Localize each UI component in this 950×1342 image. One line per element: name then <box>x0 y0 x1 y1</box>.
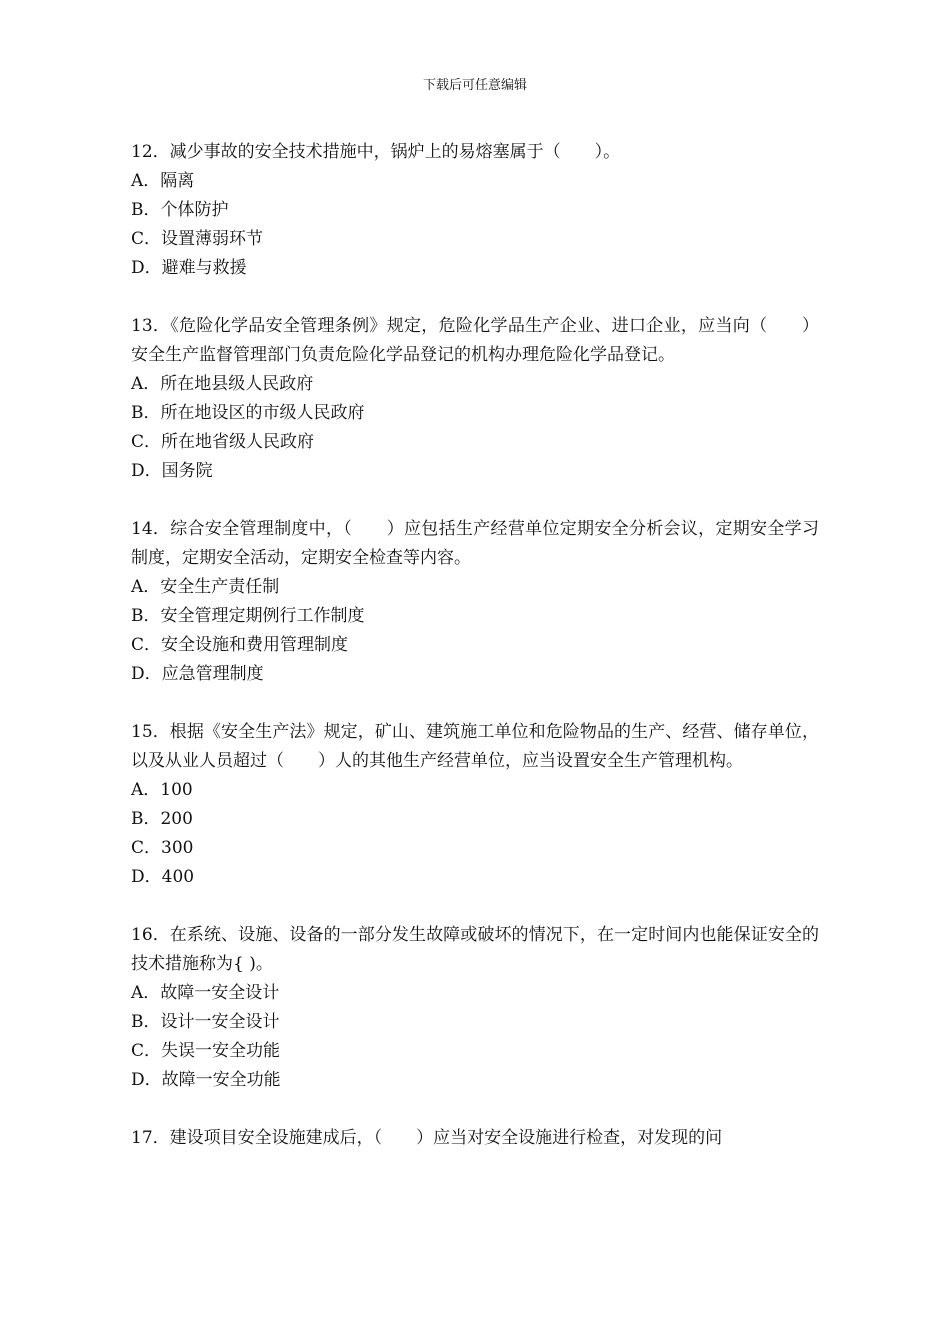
option-c: C．300 <box>131 838 194 858</box>
option-b: B．安全管理定期例行工作制度 <box>131 606 365 626</box>
question-stem: 14．综合安全管理制度中，（ ）应包括生产经营单位定期安全分析会议，定期安全学习制度，定期安全活动，定期安全检查等内容。 <box>131 519 819 568</box>
option-a: A．100 <box>131 780 193 800</box>
question-stem: 17．建设项目安全设施建成后，（ ）应当对安全设施进行检查，对发现的问 <box>131 1128 723 1148</box>
question-stem: 13．《危险化学品安全管理条例》规定，危险化学品生产企业、进口企业，应当向（ ）安全生产监督管理部门负责危险化学品登记的机构办理危险化学品登记。 <box>131 316 819 365</box>
question-stem: 15．根据《安全生产法》规定，矿山、建筑施工单位和危险物品的生产、经营、储存单位，以及从业人员超过（ ）人的其他生产经营单位，应当设置安全生产管理机构。 <box>131 722 819 771</box>
option-a: A．所在地县级人民政府 <box>131 374 314 394</box>
question-13 <box>131 312 819 486</box>
option-b: B．所在地设区的市级人民政府 <box>131 403 365 423</box>
option-c: C．设置薄弱环节 <box>131 229 264 249</box>
question-stem: 12．减少事故的安全技术措施中，锅炉上的易熔塞属于（ ）。 <box>131 142 621 162</box>
question-15 <box>131 718 819 892</box>
question-stem: 16．在系统、设施、设备的一部分发生故障或破坏的情况下，在一定时间内也能保证安全的技术措施称为{ )。 <box>131 925 819 974</box>
question-17 <box>131 1124 819 1153</box>
option-d: D．应急管理制度 <box>131 664 264 684</box>
option-b: B．设计一安全设计 <box>131 1012 280 1032</box>
option-b: B．个体防护 <box>131 200 229 220</box>
option-d: D．国务院 <box>131 461 213 481</box>
option-c: C．失误一安全功能 <box>131 1041 281 1061</box>
option-a: A．隔离 <box>131 171 195 191</box>
option-a: A．安全生产责任制 <box>131 577 280 597</box>
page-header: 下载后可任意编辑 <box>422 78 527 93</box>
option-b: B．200 <box>131 809 193 829</box>
option-a: A．故障一安全设计 <box>131 983 280 1003</box>
question-16 <box>131 921 819 1095</box>
question-12 <box>131 138 819 283</box>
option-c: C．安全设施和费用管理制度 <box>131 635 349 655</box>
option-d: D．故障一安全功能 <box>131 1070 281 1090</box>
option-c: C．所在地省级人民政府 <box>131 432 315 452</box>
option-d: D．400 <box>131 867 195 887</box>
option-d: D．避难与救援 <box>131 258 247 278</box>
question-14 <box>131 515 819 689</box>
question-list <box>131 138 819 1182</box>
